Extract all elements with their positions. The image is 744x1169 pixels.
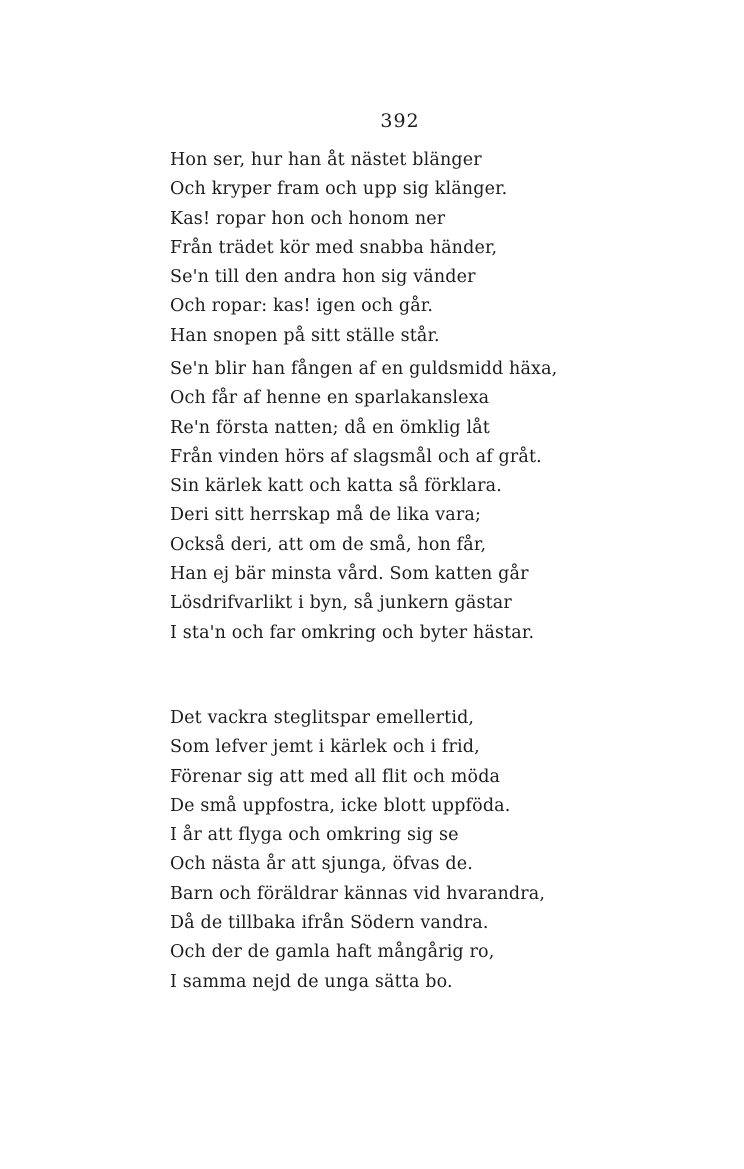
poem-line: Och kryper fram och upp sig klänger. (170, 179, 508, 200)
poem-line: Deri sitt herrskap må de lika vara; (170, 505, 482, 526)
poem-line: Som lefver jemt i kärlek och i frid, (170, 737, 480, 758)
page-number: 392 (380, 110, 420, 132)
poem-line: Han ej bär minsta vård. Som katten går (170, 564, 529, 585)
poem-line: Förenar sig att med all flit och möda (170, 766, 501, 787)
poem-line: Från trädet kör med snabba händer, (170, 237, 498, 258)
poem-line: Det vackra steglitspar emellertid, (170, 708, 475, 728)
stanza-1 (170, 146, 710, 351)
poem-line: Från vinden hörs af slagsmål och af gråt. (170, 446, 542, 467)
poem-line: Barn och föräldrar kännas vid hvarandra, (170, 883, 546, 904)
poem-line: Också deri, att om de små, hon får, (170, 534, 487, 555)
poem-line: Lösdrifvarlikt i byn, så junkern gästar (170, 593, 512, 614)
poem-line: Och nästa år att sjunga, öfvas de. (170, 854, 473, 875)
stanza-2 (170, 355, 710, 648)
poem-line: Kas! ropar hon och honom ner (170, 208, 446, 229)
poem-line: Och ropar: kas! igen och går. (170, 296, 434, 317)
poem-line: I samma nejd de unga sätta bo. (170, 971, 453, 992)
poem-line: I år att flyga och omkring sig se (170, 825, 459, 846)
poem-line: Då de tillbaka ifrån Södern vandra. (170, 913, 489, 934)
poem-line: Hon ser, hur han åt nästet blänger (170, 150, 482, 170)
poem-line: Se'n till den andra hon sig vänder (170, 267, 476, 288)
poem-line: I sta'n och far omkring och byter hästar. (170, 622, 535, 643)
poem-line: Han snopen på sitt ställe står. (170, 325, 440, 346)
poem-line: De små uppfostra, icke blott uppföda. (170, 795, 511, 816)
poem-line: Sin kärlek katt och katta så förklara. (170, 476, 502, 497)
poem-line: Och får af henne en sparlakanslexa (170, 388, 490, 409)
poem-line: Se'n blir han fången af en guldsmidd häxa, (170, 359, 558, 379)
stanza-3 (170, 704, 710, 997)
poem-line: Och der de gamla haft mångårig ro, (170, 942, 495, 963)
poem-line: Re'n första natten; då en ömklig låt (170, 417, 490, 438)
